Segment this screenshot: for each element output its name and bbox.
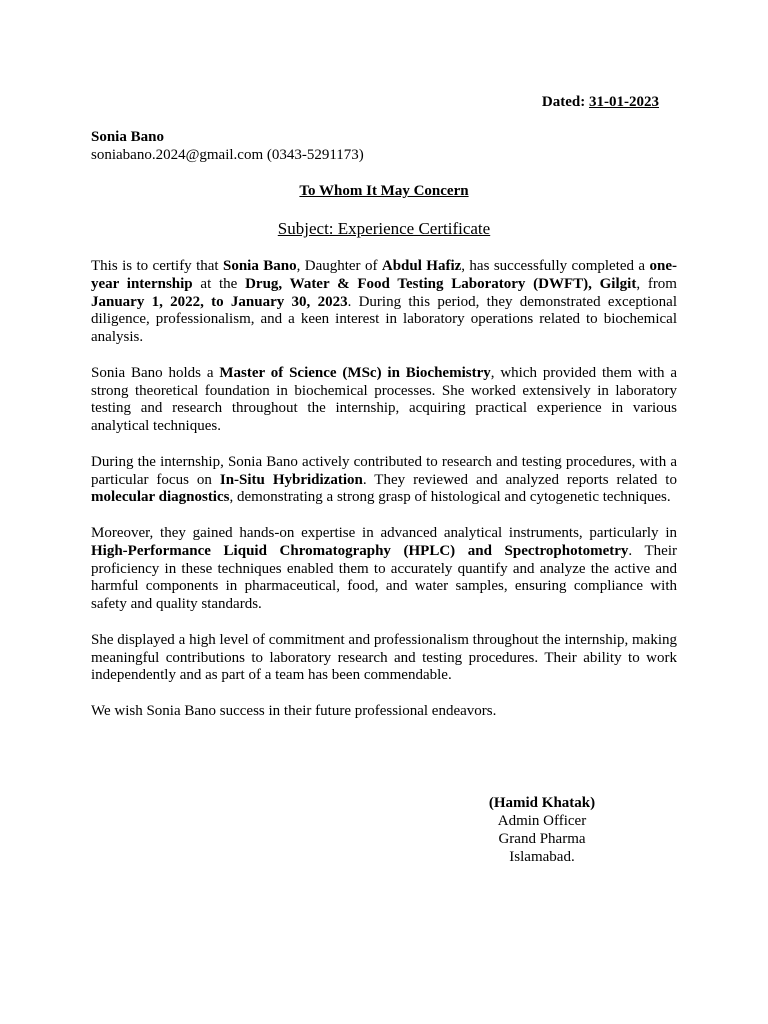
text-span: She displayed a high level of commitment and professionalism throughout the internship, making meaningful contributions to laboratory research and testing procedures. Their ability to work independently and as part of a team has been commendable.: [91, 631, 677, 684]
text-span: During the internship, Sonia Bano actively contributed to research and testing procedures, with a particular focus on: [91, 453, 677, 488]
text-span: We wish Sonia Bano success in their future professional endeavors.: [91, 702, 497, 719]
sender-block: [91, 128, 364, 164]
letter-body: [91, 258, 677, 739]
date-label: Dated:: [541, 94, 586, 110]
text-span: . During this period, they demonstrated exceptional diligence, professionalism, and a keen interest in laboratory operations related to biochemical analysis.: [91, 293, 677, 346]
text-span: , has successfully completed a: [461, 258, 650, 274]
bold-span: Drug, Water & Food Testing Laboratory (DWFT), Gilgit: [245, 275, 637, 292]
text-span: . They reviewed and analyzed reports related to: [362, 471, 677, 488]
signature-block: [472, 794, 612, 866]
date-value: 31-01-2023: [589, 94, 659, 110]
text-span: , which provided them with a strong theoretical foundation in biochemical processes. She worked extensively in laboratory testing and research throughout the internship, acquiring practical experience in various analytical techniques.: [91, 364, 678, 435]
bold-span: one-year internship: [91, 258, 677, 292]
bold-span: Sonia Bano: [222, 258, 297, 274]
bold-span: In-Situ Hybridization: [219, 471, 363, 488]
text-span: , from: [636, 275, 677, 292]
text-span: at the: [192, 275, 246, 292]
bold-span: Master of Science (MSc) in Biochemistry: [219, 364, 491, 381]
sender-name: Sonia Bano: [91, 129, 164, 145]
text-span: , demonstrating a strong grasp of histological and cytogenetic techniques.: [229, 489, 671, 506]
signatory-title: Admin Officer: [497, 813, 587, 829]
paragraph-3: [91, 454, 677, 507]
bold-span: High-Performance Liquid Chromatography (HPLC) and Spectrophotometry: [91, 542, 629, 559]
bold-span: January 1, 2022, to January 30, 2023: [91, 293, 348, 310]
text-span: Moreover, they gained hands-on expertise in advanced analytical instruments, particularly in: [91, 524, 677, 541]
paragraph-4: [91, 525, 677, 614]
date-line: [542, 93, 659, 111]
signatory-city: Islamabad.: [509, 849, 575, 865]
text-span: . Their proficiency in these techniques enabled them to accurately quantify and analyze the active and harmful components in pharmaceutical, food, and water samples, ensuring compliance with safety and quality standards.: [91, 542, 677, 613]
text-span: Sonia Bano holds a: [91, 364, 220, 381]
bold-span: Abdul Hafiz: [381, 258, 462, 274]
signatory-organization: Grand Pharma: [498, 831, 586, 847]
bold-span: molecular diagnostics: [91, 489, 230, 506]
salutation-heading: To Whom It May Concern: [299, 183, 469, 199]
paragraph-6: [91, 703, 677, 721]
sender-contact: soniabano.2024@gmail.com (0343-5291173): [91, 147, 364, 163]
text-span: , Daughter of: [296, 258, 382, 274]
paragraph-2: [91, 365, 677, 436]
paragraph-1: [91, 258, 677, 347]
paragraph-5: [91, 632, 677, 685]
signatory-name: (Hamid Khatak): [488, 795, 596, 811]
subject-heading: Subject: Experience Certificate: [277, 219, 491, 238]
text-span: This is to certify that: [91, 258, 223, 274]
